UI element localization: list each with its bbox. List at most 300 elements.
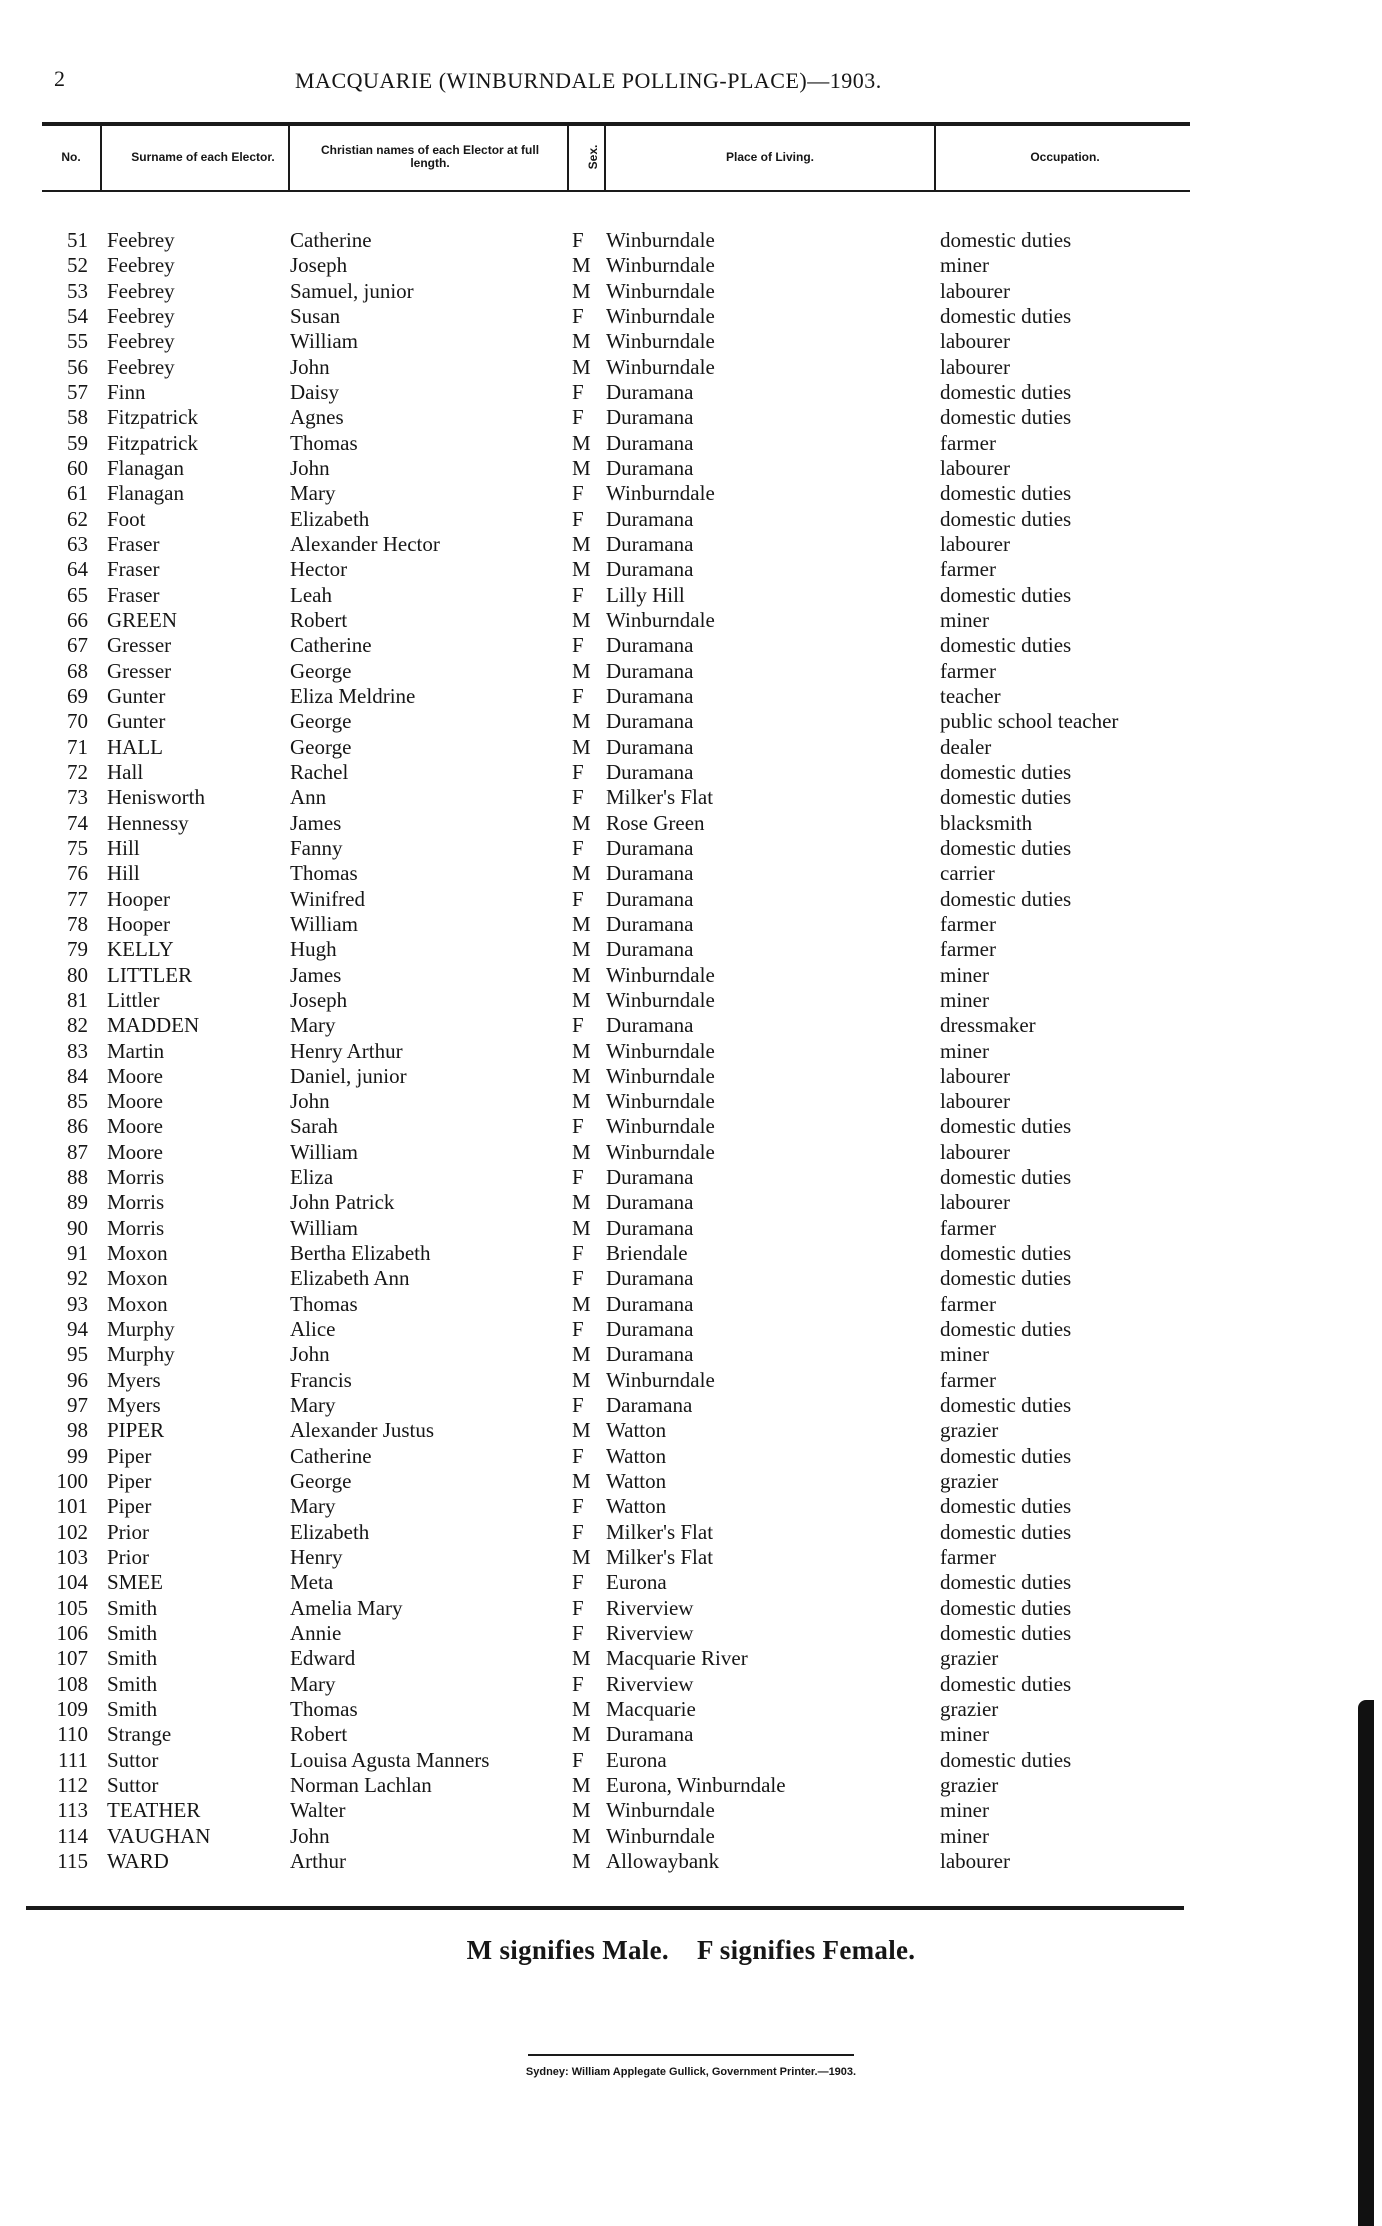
elector-occupation: domestic duties xyxy=(940,1519,1072,1544)
elector-number: 108 xyxy=(56,1671,88,1696)
elector-sex: F xyxy=(572,683,584,708)
elector-sex: M xyxy=(572,1798,591,1823)
elector-sex: F xyxy=(572,886,584,911)
elector-christian-names: Catherine xyxy=(290,633,372,658)
elector-christian-names: John xyxy=(290,1089,330,1114)
elector-place: Winburndale xyxy=(606,354,715,379)
elector-sex: M xyxy=(572,962,591,987)
elector-surname: Gunter xyxy=(107,709,166,734)
header-bottom-rule xyxy=(42,190,1190,192)
table-row xyxy=(0,1292,1382,1317)
elector-christian-names: Henry xyxy=(290,1545,343,1570)
elector-place: Winburndale xyxy=(606,1038,715,1063)
elector-christian-names: Leah xyxy=(290,582,332,607)
table-row xyxy=(0,1672,1382,1697)
table-row xyxy=(0,1418,1382,1443)
elector-place: Duramana xyxy=(606,633,694,658)
elector-occupation: grazier xyxy=(940,1469,999,1494)
elector-place: Winburndale xyxy=(606,303,715,328)
elector-occupation: domestic duties xyxy=(940,228,1072,252)
table-row xyxy=(0,1798,1382,1823)
elector-occupation: miner xyxy=(940,253,989,278)
elector-place: Duramana xyxy=(606,658,694,683)
table-row xyxy=(0,1393,1382,1418)
column-divider xyxy=(567,126,569,190)
column-header-occupation: Occupation. xyxy=(1030,149,1100,164)
table-row xyxy=(0,912,1382,937)
elector-christian-names: Daisy xyxy=(290,379,339,404)
elector-occupation: farmer xyxy=(940,430,996,455)
table-row xyxy=(0,1114,1382,1139)
elector-place: Milker's Flat xyxy=(606,1545,714,1570)
elector-sex: M xyxy=(572,1849,591,1873)
elector-christian-names: Mary xyxy=(290,1013,336,1038)
elector-christian-names: Bertha Elizabeth xyxy=(290,1241,431,1266)
table-row xyxy=(0,329,1382,354)
elector-surname: Prior xyxy=(107,1519,149,1544)
elector-sex: F xyxy=(572,228,584,252)
page-title: MACQUARIE (WINBURNDALE POLLING-PLACE)—1903. xyxy=(295,68,882,93)
elector-occupation: domestic duties xyxy=(940,1494,1072,1519)
table-row xyxy=(0,684,1382,709)
elector-surname: Feebrey xyxy=(107,354,175,379)
table-row xyxy=(0,1089,1382,1114)
elector-sex: M xyxy=(572,253,591,278)
elector-christian-names: Daniel, junior xyxy=(290,1063,407,1088)
elector-sex: F xyxy=(572,1013,584,1038)
elector-place: Watton xyxy=(606,1494,667,1519)
elector-occupation: miner xyxy=(940,962,989,987)
table-row xyxy=(0,709,1382,734)
table-row xyxy=(0,1520,1382,1545)
table-row xyxy=(0,1368,1382,1393)
elector-number: 95 xyxy=(67,1342,88,1367)
elector-place: Winburndale xyxy=(606,987,715,1012)
table-row xyxy=(0,1824,1382,1849)
elector-place: Duramana xyxy=(606,759,694,784)
elector-number: 107 xyxy=(56,1646,88,1671)
elector-sex: M xyxy=(572,709,591,734)
elector-number: 61 xyxy=(67,481,88,506)
elector-surname: Smith xyxy=(107,1671,158,1696)
elector-number: 60 xyxy=(67,455,88,480)
table-row xyxy=(0,988,1382,1013)
elector-surname: SMEE xyxy=(107,1570,164,1595)
elector-place: Winburndale xyxy=(606,1798,715,1823)
table-row xyxy=(0,1342,1382,1367)
table-row xyxy=(0,481,1382,506)
elector-christian-names: Winifred xyxy=(290,886,365,911)
elector-sex: F xyxy=(572,835,584,860)
elector-surname: Murphy xyxy=(107,1317,175,1342)
elector-christian-names: Fanny xyxy=(290,835,343,860)
elector-occupation: domestic duties xyxy=(940,303,1072,328)
elector-sex: M xyxy=(572,430,591,455)
table-row xyxy=(0,836,1382,861)
elector-surname: Martin xyxy=(107,1038,165,1063)
elector-surname: WARD xyxy=(107,1849,169,1873)
elector-number: 101 xyxy=(56,1494,88,1519)
elector-occupation: domestic duties xyxy=(940,481,1072,506)
table-row xyxy=(0,608,1382,633)
elector-sex: F xyxy=(572,633,584,658)
elector-occupation: domestic duties xyxy=(940,1317,1072,1342)
table-row xyxy=(0,1190,1382,1215)
elector-number: 98 xyxy=(67,1418,88,1443)
elector-surname: Morris xyxy=(107,1190,165,1215)
elector-number: 113 xyxy=(57,1798,88,1823)
elector-number: 72 xyxy=(67,759,88,784)
elector-surname: Fraser xyxy=(107,531,160,556)
elector-surname: Gunter xyxy=(107,683,166,708)
elector-place: Duramana xyxy=(606,506,694,531)
elector-place: Duramana xyxy=(606,379,694,404)
elector-occupation: labourer xyxy=(940,1139,1010,1164)
elector-occupation: domestic duties xyxy=(940,886,1072,911)
table-bottom-rule xyxy=(26,1906,1184,1910)
elector-christian-names: James xyxy=(290,962,342,987)
elector-number: 78 xyxy=(67,911,88,936)
elector-surname: KELLY xyxy=(107,937,174,962)
elector-sex: F xyxy=(572,1317,584,1342)
elector-number: 64 xyxy=(67,557,88,582)
elector-place: Milker's Flat xyxy=(606,1519,714,1544)
elector-number: 65 xyxy=(67,582,88,607)
elector-occupation: miner xyxy=(940,1722,989,1747)
elector-number: 79 xyxy=(67,937,88,962)
elector-surname: Flanagan xyxy=(107,455,184,480)
elector-place: Winburndale xyxy=(606,1139,715,1164)
elector-sex: F xyxy=(572,1747,584,1772)
elector-number: 62 xyxy=(67,506,88,531)
table-row xyxy=(0,1064,1382,1089)
elector-occupation: farmer xyxy=(940,937,996,962)
elector-christian-names: Norman Lachlan xyxy=(290,1773,432,1798)
elector-christian-names: Alexander Justus xyxy=(290,1418,435,1443)
elector-occupation: farmer xyxy=(940,557,996,582)
elector-occupation: farmer xyxy=(940,1367,996,1392)
elector-occupation: farmer xyxy=(940,1215,996,1240)
elector-place: Winburndale xyxy=(606,1114,715,1139)
elector-sex: M xyxy=(572,1342,591,1367)
elector-place: Duramana xyxy=(606,861,694,886)
elector-occupation: dealer xyxy=(940,734,992,759)
elector-surname: Suttor xyxy=(107,1747,159,1772)
elector-number: 57 xyxy=(67,379,88,404)
elector-place: Macquarie River xyxy=(606,1646,748,1671)
elector-number: 81 xyxy=(67,987,88,1012)
elector-place: Duramana xyxy=(606,886,694,911)
elector-christian-names: Joseph xyxy=(290,253,348,278)
page-number: 2 xyxy=(54,66,65,91)
printer-imprint: Sydney: William Applegate Gullick, Government Printer.—1903. xyxy=(525,2066,857,2078)
elector-surname: Myers xyxy=(107,1367,161,1392)
table-row xyxy=(0,1140,1382,1165)
elector-place: Duramana xyxy=(606,911,694,936)
elector-number: 58 xyxy=(67,405,88,430)
elector-number: 53 xyxy=(67,278,88,303)
elector-christian-names: Samuel, junior xyxy=(290,278,414,303)
elector-number: 59 xyxy=(67,430,88,455)
elector-occupation: domestic duties xyxy=(940,379,1072,404)
elector-number: 83 xyxy=(67,1038,88,1063)
elector-number: 70 xyxy=(67,709,88,734)
elector-christian-names: Meta xyxy=(290,1570,334,1595)
elector-sex: M xyxy=(572,1190,591,1215)
elector-place: Winburndale xyxy=(606,1367,715,1392)
elector-sex: F xyxy=(572,1519,584,1544)
elector-christian-names: Agnes xyxy=(290,405,344,430)
elector-place: Duramana xyxy=(606,683,694,708)
elector-place: Winburndale xyxy=(606,1063,715,1088)
elector-sex: F xyxy=(572,785,584,810)
elector-occupation: public school teacher xyxy=(940,709,1119,734)
elector-place: Daramana xyxy=(606,1393,693,1418)
elector-number: 80 xyxy=(67,962,88,987)
elector-place: Duramana xyxy=(606,835,694,860)
elector-number: 97 xyxy=(67,1393,88,1418)
table-row xyxy=(0,380,1382,405)
elector-christian-names: Edward xyxy=(290,1646,356,1671)
table-row xyxy=(0,1570,1382,1595)
column-divider xyxy=(100,126,102,190)
elector-place: Duramana xyxy=(606,405,694,430)
elector-occupation: miner xyxy=(940,1798,989,1823)
elector-place: Watton xyxy=(606,1418,667,1443)
table-row xyxy=(0,1773,1382,1798)
elector-number: 89 xyxy=(67,1190,88,1215)
elector-surname: Smith xyxy=(107,1621,158,1646)
elector-sex: M xyxy=(572,1545,591,1570)
elector-occupation: carrier xyxy=(940,861,995,886)
elector-place: Winburndale xyxy=(606,278,715,303)
elector-christian-names: George xyxy=(290,658,352,683)
elector-number: 114 xyxy=(57,1823,88,1848)
elector-surname: GREEN xyxy=(107,607,177,632)
elector-sex: M xyxy=(572,987,591,1012)
elector-surname: Hennessy xyxy=(107,810,189,835)
table-row xyxy=(0,659,1382,684)
elector-occupation: domestic duties xyxy=(940,506,1072,531)
elector-surname: Fraser xyxy=(107,582,160,607)
elector-christian-names: Catherine xyxy=(290,1443,372,1468)
elector-occupation: labourer xyxy=(940,1089,1010,1114)
elector-place: Eurona xyxy=(606,1570,667,1595)
elector-christian-names: Elizabeth xyxy=(290,506,370,531)
elector-christian-names: William xyxy=(290,911,358,936)
elector-sex: F xyxy=(572,303,584,328)
table-row xyxy=(0,1469,1382,1494)
table-row xyxy=(0,1216,1382,1241)
table-row xyxy=(0,785,1382,810)
elector-christian-names: Alice xyxy=(290,1317,336,1342)
elector-occupation: domestic duties xyxy=(940,1595,1072,1620)
elector-occupation: domestic duties xyxy=(940,1443,1072,1468)
elector-place: Riverview xyxy=(606,1671,694,1696)
elector-place: Duramana xyxy=(606,430,694,455)
elector-christian-names: Ann xyxy=(290,785,327,810)
elector-place: Lilly Hill xyxy=(606,582,685,607)
elector-surname: MADDEN xyxy=(107,1013,200,1038)
elector-number: 66 xyxy=(67,607,88,632)
elector-surname: Moore xyxy=(107,1089,163,1114)
elector-number: 90 xyxy=(67,1215,88,1240)
elector-surname: Foot xyxy=(107,506,146,531)
elector-christian-names: Hector xyxy=(290,557,348,582)
elector-sex: M xyxy=(572,734,591,759)
elector-sex: F xyxy=(572,481,584,506)
elector-christian-names: George xyxy=(290,1469,352,1494)
elector-christian-names: Robert xyxy=(290,1722,348,1747)
elector-occupation: domestic duties xyxy=(940,1671,1072,1696)
elector-occupation: labourer xyxy=(940,278,1010,303)
elector-surname: Feebrey xyxy=(107,228,175,252)
elector-number: 100 xyxy=(56,1469,88,1494)
table-row xyxy=(0,583,1382,608)
elector-christian-names: William xyxy=(290,1215,358,1240)
table-row xyxy=(0,431,1382,456)
elector-sex: M xyxy=(572,937,591,962)
elector-christian-names: Louisa Agusta Manners xyxy=(290,1747,490,1772)
table-row xyxy=(0,1444,1382,1469)
elector-sex: M xyxy=(572,557,591,582)
elector-sex: M xyxy=(572,1773,591,1798)
elector-place: Riverview xyxy=(606,1621,694,1646)
elector-christian-names: Thomas xyxy=(290,1291,358,1316)
elector-sex: M xyxy=(572,810,591,835)
elector-christian-names: William xyxy=(290,329,358,354)
column-header-no: No. xyxy=(61,149,81,164)
elector-occupation: labourer xyxy=(940,455,1010,480)
elector-sex: M xyxy=(572,278,591,303)
elector-christian-names: Alexander Hector xyxy=(290,531,440,556)
elector-occupation: domestic duties xyxy=(940,1747,1072,1772)
table-row xyxy=(0,937,1382,962)
elector-place: Duramana xyxy=(606,531,694,556)
elector-christian-names: Mary xyxy=(290,1671,336,1696)
elector-occupation: dressmaker xyxy=(940,1013,1036,1038)
elector-sex: F xyxy=(572,1443,584,1468)
elector-surname: Gresser xyxy=(107,633,172,658)
elector-christian-names: Joseph xyxy=(290,987,348,1012)
elector-place: Duramana xyxy=(606,1165,694,1190)
table-row xyxy=(0,1748,1382,1773)
elector-place: Duramana xyxy=(606,734,694,759)
elector-surname: Hall xyxy=(107,759,144,784)
elector-occupation: domestic duties xyxy=(940,1621,1072,1646)
elector-sex: M xyxy=(572,1089,591,1114)
elector-occupation: domestic duties xyxy=(940,1241,1072,1266)
elector-number: 103 xyxy=(56,1545,88,1570)
elector-christian-names: George xyxy=(290,709,352,734)
elector-place: Milker's Flat xyxy=(606,785,714,810)
elector-place: Winburndale xyxy=(606,607,715,632)
table-row xyxy=(0,507,1382,532)
elector-christian-names: Thomas xyxy=(290,1697,358,1722)
elector-place: Duramana xyxy=(606,1190,694,1215)
elector-sex: M xyxy=(572,1063,591,1088)
elector-surname: Fraser xyxy=(107,557,160,582)
elector-number: 56 xyxy=(67,354,88,379)
elector-sex: M xyxy=(572,354,591,379)
elector-christian-names: Amelia Mary xyxy=(290,1595,403,1620)
elector-sex: M xyxy=(572,1469,591,1494)
elector-occupation: domestic duties xyxy=(940,1393,1072,1418)
table-row xyxy=(0,1849,1382,1874)
elector-christian-names: John xyxy=(290,354,330,379)
table-row xyxy=(0,1646,1382,1671)
elector-surname: HALL xyxy=(107,734,163,759)
elector-number: 86 xyxy=(67,1114,88,1139)
elector-number: 71 xyxy=(67,734,88,759)
elector-occupation: miner xyxy=(940,1823,989,1848)
elector-christian-names: James xyxy=(290,810,342,835)
elector-occupation: domestic duties xyxy=(940,633,1072,658)
elector-surname: Flanagan xyxy=(107,481,184,506)
elector-surname: TEATHER xyxy=(107,1798,201,1823)
elector-surname: VAUGHAN xyxy=(107,1823,211,1848)
elector-occupation: domestic duties xyxy=(940,582,1072,607)
elector-christian-names: Sarah xyxy=(290,1114,338,1139)
elector-sex: F xyxy=(572,759,584,784)
elector-surname: Prior xyxy=(107,1545,149,1570)
table-row xyxy=(0,811,1382,836)
elector-place: Macquarie xyxy=(606,1697,696,1722)
elector-sex: F xyxy=(572,1165,584,1190)
elector-number: 54 xyxy=(67,303,88,328)
table-row xyxy=(0,1494,1382,1519)
elector-occupation: labourer xyxy=(940,1849,1010,1873)
elector-place: Duramana xyxy=(606,1013,694,1038)
elector-sex: M xyxy=(572,1646,591,1671)
elector-surname: Moore xyxy=(107,1114,163,1139)
elector-surname: Hooper xyxy=(107,886,170,911)
elector-surname: Strange xyxy=(107,1722,172,1747)
page-edge-shadow xyxy=(1358,1700,1374,2226)
elector-number: 55 xyxy=(67,329,88,354)
table-row xyxy=(0,1317,1382,1342)
elector-christian-names: Eliza xyxy=(290,1165,334,1190)
elector-christian-names: Elizabeth Ann xyxy=(290,1266,410,1291)
elector-sex: M xyxy=(572,1823,591,1848)
elector-sex: M xyxy=(572,1139,591,1164)
elector-sex: M xyxy=(572,1697,591,1722)
elector-christian-names: John xyxy=(290,1823,330,1848)
elector-sex: M xyxy=(572,861,591,886)
elector-occupation: grazier xyxy=(940,1697,999,1722)
elector-surname: Feebrey xyxy=(107,329,175,354)
elector-surname: Morris xyxy=(107,1215,165,1240)
elector-surname: Henisworth xyxy=(107,785,205,810)
elector-occupation: domestic duties xyxy=(940,835,1072,860)
elector-occupation: labourer xyxy=(940,1190,1010,1215)
elector-occupation: miner xyxy=(940,607,989,632)
elector-number: 99 xyxy=(67,1443,88,1468)
elector-number: 85 xyxy=(67,1089,88,1114)
elector-number: 105 xyxy=(56,1595,88,1620)
elector-christian-names: Francis xyxy=(290,1367,352,1392)
column-divider xyxy=(288,126,290,190)
elector-surname: Moore xyxy=(107,1139,163,1164)
elector-surname: Smith xyxy=(107,1646,158,1671)
elector-occupation: miner xyxy=(940,1038,989,1063)
elector-place: Rose Green xyxy=(606,810,705,835)
elector-place: Winburndale xyxy=(606,1089,715,1114)
elector-sex: F xyxy=(572,1595,584,1620)
elector-place: Duramana xyxy=(606,455,694,480)
table-row xyxy=(0,1241,1382,1266)
elector-christian-names: Catherine xyxy=(290,228,372,252)
